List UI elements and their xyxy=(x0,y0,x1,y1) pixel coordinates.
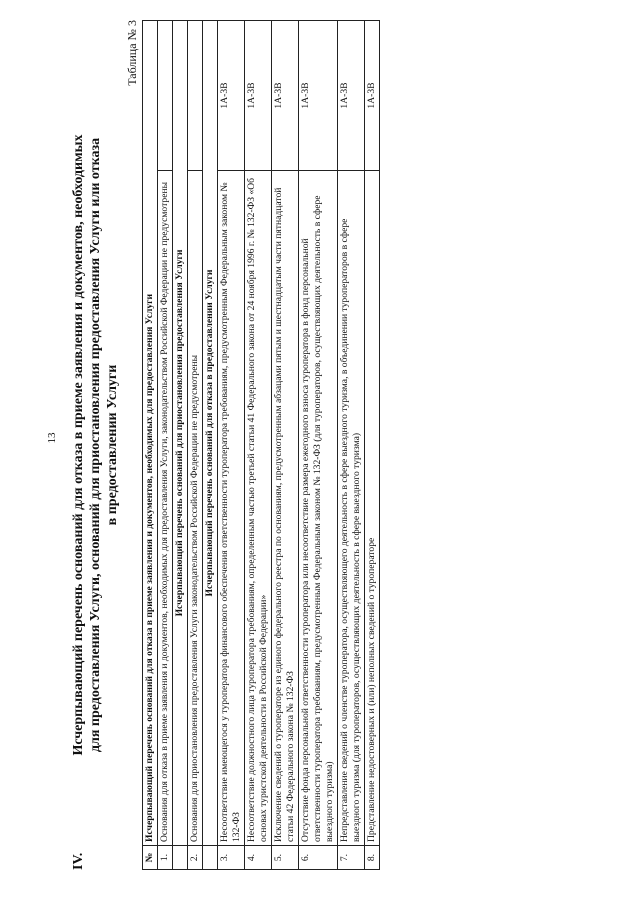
reasons-table xyxy=(142,20,380,870)
table-row xyxy=(299,21,338,870)
subheader-number-cell xyxy=(173,846,188,870)
row-reference-code: 1А-3В xyxy=(272,21,299,171)
subheader-text: Исчерпывающий перечень оснований для приостановления предоставления Услуги xyxy=(173,21,188,846)
table-subheader-row xyxy=(173,21,188,870)
row-text: Непредставление сведений о членстве туроператора, осуществляющего деятельность в сфере выездного туризма, в объединении туроператоров в сфере выездного туризма (для туроператоров, осуществляющих деятельность в сфере выездного туризма) xyxy=(338,171,365,846)
header-text: Исчерпывающий перечень оснований для отказа в приеме заявления и документов, необходимых для предоставления Услуги xyxy=(143,21,158,846)
table-row xyxy=(188,21,203,870)
table-row xyxy=(272,21,299,870)
section-title-line-3: в предоставлении Услуги xyxy=(105,364,120,526)
row-text: Несоответствие имеющегося у туроператора финансового обеспечения ответственности туроператора требованиям, предусмотренным Федеральным законом № 132-ФЗ xyxy=(218,171,245,846)
row-number: 3. xyxy=(218,846,245,870)
section-title-line-2: для предоставления Услуги, оснований для приостановления предоставления Услуги или отказа xyxy=(88,137,103,753)
section-title xyxy=(70,20,121,870)
row-reference-code: 1А-3В xyxy=(218,21,245,171)
header-number: № xyxy=(143,846,158,870)
table-row xyxy=(338,21,365,870)
row-reference-code: 1А-3В xyxy=(365,21,380,171)
row-text: Исключение сведений о туроператоре из единого федерального реестра по основаниям, предусмотренным абзацами пятым и шестнадцатым части пятнадцатой статьи 42 Федерального закона № 132-ФЗ xyxy=(272,171,299,846)
table-row xyxy=(218,21,245,870)
subheader-number-cell xyxy=(203,846,218,870)
row-text: Основания для отказа в приеме заявления и документов, необходимых для предоставления Услуги, законодательством Российской Федерации не предусмотрены xyxy=(158,171,173,846)
table-subheader-row xyxy=(203,21,218,870)
row-number: 7. xyxy=(338,846,365,870)
row-reference-code xyxy=(188,21,203,171)
row-number: 6. xyxy=(299,846,338,870)
row-reference-code: 1А-3В xyxy=(245,21,272,171)
row-reference-code: 1А-3В xyxy=(338,21,365,171)
section-title-line-1: Исчерпывающий перечень оснований для отказа в приеме заявления и документов, необходимых xyxy=(71,134,86,756)
table-row xyxy=(365,21,380,870)
row-text: Несоответствие должностного лица туроператора требованиям, определенным частью третьей статьи 41 Федерального закона от 24 ноября 1996 г. № 132-ФЗ «Об основах туристской деятельности в Российской Федерации» xyxy=(245,171,272,846)
row-number: 4. xyxy=(245,846,272,870)
row-text: Основания для приостановления предоставления Услуги законодательством Российской Федерации не предусмотрены xyxy=(188,171,203,846)
row-text: Представление недостоверных и (или) неполных сведений о туроператоре xyxy=(365,171,380,846)
subheader-text: Исчерпывающий перечень оснований для отказа в предоставлении Услуги xyxy=(203,21,218,846)
section-roman-numeral: IV. xyxy=(71,852,86,870)
table-label: Таблица № 3 xyxy=(125,20,139,86)
table-row xyxy=(158,21,173,870)
row-number: 2. xyxy=(188,846,203,870)
table-body xyxy=(158,21,380,870)
rotated-page-content xyxy=(70,20,610,870)
row-number: 1. xyxy=(158,846,173,870)
row-reference-code xyxy=(158,21,173,171)
table-header-row xyxy=(143,21,158,870)
row-number: 8. xyxy=(365,846,380,870)
row-number: 5. xyxy=(272,846,299,870)
row-reference-code: 1А-3В xyxy=(299,21,338,171)
table-row xyxy=(245,21,272,870)
row-text: Отсутствие фонда персональной ответственности туроператора или несоответствие размера ежегодного взноса туроператора в фонд персональной ответственности туроператора требованиям, предусмотренным Федеральным законом № 132-ФЗ (для туроператоров, осуществляющих деятельность в сфере выездного туризма) xyxy=(299,171,338,846)
page-number: 13 xyxy=(46,432,58,444)
